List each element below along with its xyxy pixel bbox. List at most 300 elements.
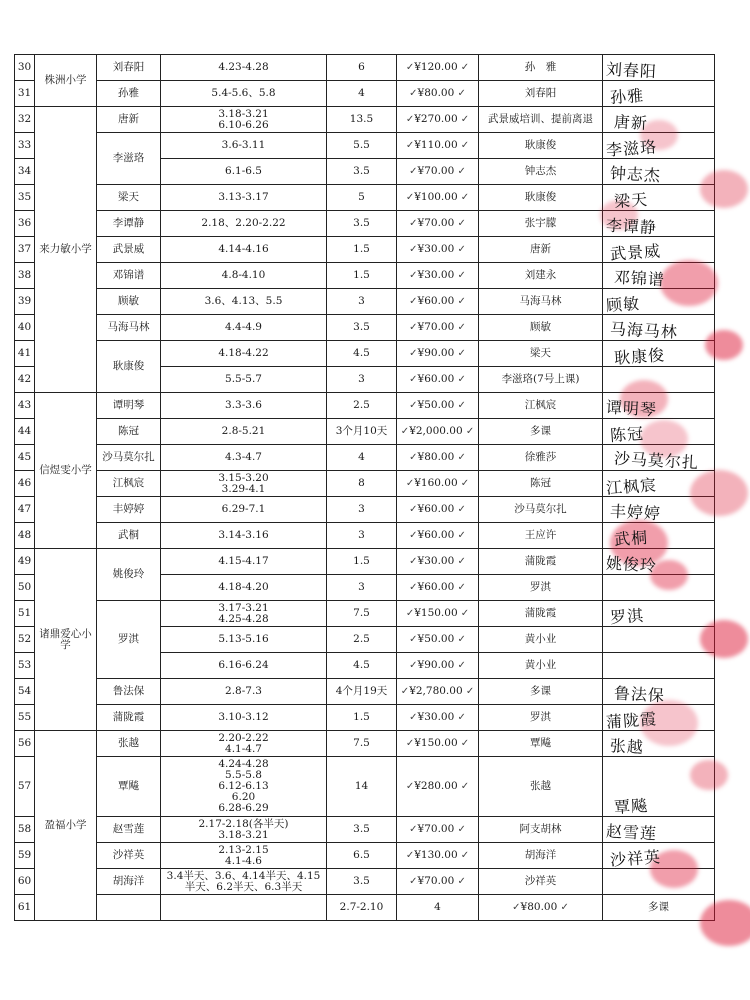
teacher-name: 罗淇 <box>97 601 161 679</box>
amount-value: ¥90.00 <box>417 347 455 359</box>
teacher-name: 张越 <box>97 731 161 757</box>
check-mark-icon: ✓ <box>409 322 418 333</box>
amount <box>397 81 479 107</box>
row-number: 50 <box>15 575 35 601</box>
amount-value: ¥150.00 <box>414 737 458 749</box>
substitute-teacher: 刘建永 <box>479 263 603 289</box>
handwritten-signature: 赵雪莲 <box>605 821 658 844</box>
leave-dates: 4.15-4.17 <box>161 549 327 575</box>
teacher-name: 李滋珞 <box>97 133 161 185</box>
check-mark-icon: ✓ <box>457 850 470 861</box>
handwritten-signature: 罗淇 <box>609 605 645 628</box>
substitute-teacher: 徐雅莎 <box>479 445 603 471</box>
amount <box>397 289 479 315</box>
leave-dates: 3.18-3.21 6.10-6.26 <box>161 107 327 133</box>
substitute-teacher: 蒲陇霞 <box>479 549 603 575</box>
teacher-name: 丰婷婷 <box>97 497 161 523</box>
handwritten-signature: 丰婷婷 <box>609 501 662 524</box>
amount <box>397 107 479 133</box>
signature-cell <box>603 627 715 653</box>
leave-dates: 3.6、4.13、5.5 <box>161 289 327 315</box>
leave-days: 13.5 <box>327 107 397 133</box>
table-row <box>15 757 715 817</box>
amount <box>397 705 479 731</box>
amount-value: ¥30.00 <box>417 269 455 281</box>
substitute-teacher: 覃飚 <box>479 731 603 757</box>
handwritten-signature: 沙祥英 <box>609 847 662 870</box>
check-mark-icon: ✓ <box>454 530 466 541</box>
teacher-name: 武景威 <box>97 237 161 263</box>
teacher-name: 覃飚 <box>97 757 161 817</box>
row-number: 31 <box>15 81 35 107</box>
teacher-name: 唐新 <box>97 107 161 133</box>
substitute-teacher: 唐新 <box>479 237 603 263</box>
row-number: 60 <box>15 869 35 895</box>
check-mark-icon: ✓ <box>409 400 418 411</box>
handwritten-signature: 陈冠 <box>609 423 645 446</box>
row-number: 53 <box>15 653 35 679</box>
leave-days: 3 <box>327 575 397 601</box>
substitute-teacher: 多课 <box>479 679 603 705</box>
row-number: 49 <box>15 549 35 575</box>
leave-dates: 4.23-4.28 <box>161 55 327 81</box>
amount-value: ¥100.00 <box>414 191 458 203</box>
leave-dates: 3.3-3.6 <box>161 393 327 419</box>
amount-value: ¥70.00 <box>417 165 455 177</box>
amount <box>397 471 479 497</box>
row-number: 41 <box>15 341 35 367</box>
handwritten-signature: 江枫宸 <box>605 475 658 498</box>
amount-value: ¥70.00 <box>417 217 455 229</box>
school-name: 株洲小学 <box>35 55 97 107</box>
handwritten-signature: 蒲陇霞 <box>605 709 658 732</box>
table-row <box>15 869 715 895</box>
handwritten-signature: 姚俊玲 <box>605 553 658 576</box>
check-mark-icon: ✓ <box>457 192 470 203</box>
row-number: 42 <box>15 367 35 393</box>
fingerprint-stamp <box>690 760 728 790</box>
check-mark-icon: ✓ <box>454 374 466 385</box>
check-mark-icon: ✓ <box>454 218 466 229</box>
fingerprint-stamp <box>700 900 750 946</box>
substitute-teacher: 黄小业 <box>479 627 603 653</box>
amount <box>397 341 479 367</box>
handwritten-signature: 张越 <box>609 736 645 757</box>
row-number: 58 <box>15 817 35 843</box>
leave-days: 3 <box>327 289 397 315</box>
check-mark-icon: ✓ <box>409 374 418 385</box>
leave-days: 6.5 <box>327 843 397 869</box>
handwritten-signature: 钟志杰 <box>609 163 662 186</box>
amount <box>397 497 479 523</box>
teacher-name: 邓锦谱 <box>97 263 161 289</box>
leave-days: 3.5 <box>327 315 397 341</box>
amount-value: ¥120.00 <box>414 61 458 73</box>
substitute-teacher: 马海马林 <box>479 289 603 315</box>
substitute-teacher: 多课 <box>603 895 715 921</box>
handwritten-signature: 李滋珞 <box>605 137 658 160</box>
substitute-teacher: 耿康俊 <box>479 185 603 211</box>
row-number: 61 <box>15 895 35 921</box>
leave-days: 3 <box>327 367 397 393</box>
teacher-name: 武桐 <box>97 523 161 549</box>
substitute-teacher: 钟志杰 <box>479 159 603 185</box>
check-mark-icon: ✓ <box>454 634 466 645</box>
row-number: 46 <box>15 471 35 497</box>
check-mark-icon: ✓ <box>454 244 466 255</box>
substitute-teacher: 蒲陇霞 <box>479 601 603 627</box>
handwritten-signature: 谭明琴 <box>605 397 658 420</box>
check-mark-icon: ✓ <box>409 876 418 887</box>
amount <box>397 523 479 549</box>
substitute-teacher: 罗淇 <box>479 575 603 601</box>
amount-value: ¥280.00 <box>414 780 458 792</box>
table-row <box>15 895 715 921</box>
fingerprint-stamp <box>700 170 748 208</box>
row-number: 47 <box>15 497 35 523</box>
row-number: 33 <box>15 133 35 159</box>
teacher-name: 谭明琴 <box>97 393 161 419</box>
leave-days: 4 <box>327 445 397 471</box>
leave-dates: 4.24-4.28 5.5-5.8 6.12-6.13 6.20 6.28-6.29 <box>161 757 327 817</box>
check-mark-icon: ✓ <box>454 452 466 463</box>
leave-days: 6 <box>327 55 397 81</box>
check-mark-icon: ✓ <box>409 530 418 541</box>
handwritten-signature: 刘春阳 <box>605 59 658 82</box>
leave-days: 1.5 <box>327 263 397 289</box>
teacher-name: 胡海洋 <box>97 869 161 895</box>
handwritten-signature: 孙雅 <box>609 85 645 108</box>
row-number: 43 <box>15 393 35 419</box>
check-mark-icon: ✓ <box>454 582 466 593</box>
amount <box>397 55 479 81</box>
leave-dates: 2.18、2.20-2.22 <box>161 211 327 237</box>
amount <box>397 601 479 627</box>
amount-value: ¥30.00 <box>417 711 455 723</box>
check-mark-icon: ✓ <box>454 556 466 567</box>
amount <box>397 419 479 445</box>
substitute-teacher: 多课 <box>479 419 603 445</box>
signature-cell <box>603 653 715 679</box>
handwritten-signature: 沙马莫尔扎 <box>613 448 700 473</box>
leave-days: 4.5 <box>327 341 397 367</box>
leave-days: 2.5 <box>327 393 397 419</box>
handwritten-signature: 鲁法保 <box>613 683 666 706</box>
amount-value: ¥80.00 <box>520 901 558 913</box>
check-mark-icon: ✓ <box>409 824 418 835</box>
amount-value: ¥60.00 <box>417 529 455 541</box>
row-number: 36 <box>15 211 35 237</box>
amount-value: ¥2,000.00 <box>409 425 463 437</box>
amount-value: ¥30.00 <box>417 243 455 255</box>
check-mark-icon: ✓ <box>409 504 418 515</box>
leave-dates: 4.18-4.20 <box>161 575 327 601</box>
amount-value: ¥50.00 <box>417 399 455 411</box>
leave-dates: 2.17-2.18(各半天) 3.18-3.21 <box>161 817 327 843</box>
check-mark-icon: ✓ <box>409 712 418 723</box>
leave-dates: 3.10-3.12 <box>161 705 327 731</box>
leave-days: 1.5 <box>327 549 397 575</box>
substitute-teacher: 张宇朦 <box>479 211 603 237</box>
leave-days: 3 <box>327 497 397 523</box>
table-row <box>15 679 715 705</box>
substitute-teacher: 黄小业 <box>479 653 603 679</box>
teacher-name: 蒲陇霞 <box>97 705 161 731</box>
amount-value: ¥60.00 <box>417 373 455 385</box>
amount <box>397 731 479 757</box>
amount <box>397 185 479 211</box>
check-mark-icon: ✓ <box>457 478 470 489</box>
fingerprint-stamp <box>700 620 748 658</box>
leave-days: 4 <box>327 81 397 107</box>
school-name: 信煜雯小学 <box>35 393 97 549</box>
check-mark-icon: ✓ <box>405 114 415 125</box>
row-number: 51 <box>15 601 35 627</box>
amount <box>397 237 479 263</box>
substitute-teacher: 李滋珞(7号上课) <box>479 367 603 393</box>
substitute-teacher: 武景威培训、提前离退 <box>479 107 603 133</box>
amount-value: ¥90.00 <box>417 659 455 671</box>
handwritten-signature: 武桐 <box>613 527 649 550</box>
check-mark-icon: ✓ <box>405 62 415 73</box>
check-mark-icon: ✓ <box>454 166 466 177</box>
substitute-teacher: 沙马莫尔扎 <box>479 497 603 523</box>
amount <box>397 315 479 341</box>
fingerprint-stamp <box>690 470 748 516</box>
row-number: 45 <box>15 445 35 471</box>
check-mark-icon: ✓ <box>457 608 470 619</box>
handwritten-signature: 邓锦谱 <box>613 267 666 290</box>
teacher-name: 马海马林 <box>97 315 161 341</box>
leave-dates: 6.1-6.5 <box>161 159 327 185</box>
amount <box>397 263 479 289</box>
amount <box>397 757 479 817</box>
check-mark-icon: ✓ <box>409 452 418 463</box>
check-mark-icon: ✓ <box>454 88 466 99</box>
leave-days: 1.5 <box>327 705 397 731</box>
amount-value: ¥2,780.00 <box>409 685 463 697</box>
leave-days: 3 <box>327 523 397 549</box>
row-number: 57 <box>15 757 35 817</box>
check-mark-icon: ✓ <box>457 114 470 125</box>
check-mark-icon: ✓ <box>454 296 466 307</box>
check-mark-icon: ✓ <box>409 218 418 229</box>
check-mark-icon: ✓ <box>405 192 415 203</box>
fingerprint-stamp <box>660 260 718 306</box>
leave-days: 7.5 <box>327 601 397 627</box>
check-mark-icon: ✓ <box>405 608 415 619</box>
row-number: 59 <box>15 843 35 869</box>
amount-value: ¥70.00 <box>417 875 455 887</box>
handwritten-signature: 覃飚 <box>613 795 649 818</box>
check-mark-icon: ✓ <box>405 140 415 151</box>
substitute-teacher: 孙 雅 <box>479 55 603 81</box>
amount-value: ¥50.00 <box>417 633 455 645</box>
amount <box>397 817 479 843</box>
leave-dates: 3.17-3.21 4.25-4.28 <box>161 601 327 627</box>
amount-value: ¥60.00 <box>417 581 455 593</box>
school-name <box>97 895 161 921</box>
leave-dates: 2.7-2.10 <box>327 895 397 921</box>
school-name: 盈福小学 <box>35 731 97 921</box>
row-number: 52 <box>15 627 35 653</box>
leave-dates: 6.29-7.1 <box>161 497 327 523</box>
substitute-teacher: 梁天 <box>479 341 603 367</box>
amount <box>397 211 479 237</box>
leave-dates: 3.6-3.11 <box>161 133 327 159</box>
handwritten-signature: 唐新 <box>613 112 649 133</box>
handwritten-signature: 李谭静 <box>605 215 658 238</box>
leave-dates: 5.4-5.6、5.8 <box>161 81 327 107</box>
leave-dates: 4.4-4.9 <box>161 315 327 341</box>
substitute-teacher: 张越 <box>479 757 603 817</box>
leave-dates: 2.8-7.3 <box>161 679 327 705</box>
leave-dates: 5.13-5.16 <box>161 627 327 653</box>
check-mark-icon: ✓ <box>405 478 415 489</box>
leave-days: 3个月10天 <box>327 419 397 445</box>
leave-dates: 4.18-4.22 <box>161 341 327 367</box>
leave-dates: 2.8-5.21 <box>161 419 327 445</box>
check-mark-icon: ✓ <box>405 850 415 861</box>
check-mark-icon: ✓ <box>462 426 475 437</box>
check-mark-icon: ✓ <box>400 426 410 437</box>
handwritten-signature: 梁天 <box>613 189 649 212</box>
leave-dates: 3.14-3.16 <box>161 523 327 549</box>
check-mark-icon: ✓ <box>454 876 466 887</box>
amount <box>397 627 479 653</box>
substitute-teacher: 耿康俊 <box>479 133 603 159</box>
table-row <box>15 341 715 367</box>
handwritten-signature: 武景威 <box>609 241 662 264</box>
amount-value: ¥150.00 <box>414 607 458 619</box>
leave-days: 1.5 <box>327 237 397 263</box>
amount <box>397 653 479 679</box>
leave-days: 5 <box>327 185 397 211</box>
amount <box>397 843 479 869</box>
check-mark-icon: ✓ <box>454 504 466 515</box>
teacher-name: 刘春阳 <box>97 55 161 81</box>
amount-value: ¥70.00 <box>417 321 455 333</box>
row-number: 44 <box>15 419 35 445</box>
teacher-name: 顾敏 <box>97 289 161 315</box>
substitute-teacher: 江枫宸 <box>479 393 603 419</box>
amount-value: ¥30.00 <box>417 555 455 567</box>
amount <box>397 393 479 419</box>
check-mark-icon: ✓ <box>457 781 470 792</box>
teacher-name: 赵雪莲 <box>97 817 161 843</box>
check-mark-icon: ✓ <box>409 296 418 307</box>
amount-value: ¥60.00 <box>417 295 455 307</box>
check-mark-icon: ✓ <box>457 140 470 151</box>
leave-days: 5.5 <box>327 133 397 159</box>
leave-days: 3.5 <box>327 869 397 895</box>
leave-days: 3.5 <box>327 211 397 237</box>
row-number: 48 <box>15 523 35 549</box>
leave-dates: 6.16-6.24 <box>161 653 327 679</box>
leave-days: 14 <box>327 757 397 817</box>
substitute-teacher: 胡海洋 <box>479 843 603 869</box>
row-number: 38 <box>15 263 35 289</box>
teacher-name: 姚俊玲 <box>97 549 161 601</box>
leave-days: 8 <box>327 471 397 497</box>
row-number: 39 <box>15 289 35 315</box>
leave-dates: 4.14-4.16 <box>161 237 327 263</box>
substitute-teacher: 陈冠 <box>479 471 603 497</box>
amount <box>479 895 603 921</box>
handwritten-signature: 顾敏 <box>605 293 641 316</box>
check-mark-icon: ✓ <box>409 244 418 255</box>
check-mark-icon: ✓ <box>557 902 569 913</box>
substitute-teacher: 阿支胡林 <box>479 817 603 843</box>
check-mark-icon: ✓ <box>454 270 466 281</box>
leave-days: 4.5 <box>327 653 397 679</box>
leave-dates: 4.3-4.7 <box>161 445 327 471</box>
substitute-teacher: 沙祥英 <box>479 869 603 895</box>
leave-dates: 2.13-2.15 4.1-4.6 <box>161 843 327 869</box>
handwritten-signature: 马海马林 <box>609 319 679 342</box>
leave-dates: 2.20-2.22 4.1-4.7 <box>161 731 327 757</box>
check-mark-icon: ✓ <box>457 62 470 73</box>
check-mark-icon: ✓ <box>409 270 418 281</box>
check-mark-icon: ✓ <box>409 88 418 99</box>
substitute-teacher: 顾敏 <box>479 315 603 341</box>
check-mark-icon: ✓ <box>405 781 415 792</box>
leave-days: 4个月19天 <box>327 679 397 705</box>
amount <box>397 575 479 601</box>
amount-value: ¥80.00 <box>417 451 455 463</box>
teacher-name <box>161 895 327 921</box>
leave-dates: 3.15-3.20 3.29-4.1 <box>161 471 327 497</box>
leave-days: 2.5 <box>327 627 397 653</box>
substitute-teacher: 刘春阳 <box>479 81 603 107</box>
amount-value: ¥80.00 <box>417 87 455 99</box>
leave-dates: 3.13-3.17 <box>161 185 327 211</box>
row-number: 34 <box>15 159 35 185</box>
leave-days: 4 <box>397 895 479 921</box>
amount <box>397 367 479 393</box>
school-name: 来力敏小学 <box>35 107 97 393</box>
amount <box>397 679 479 705</box>
amount-value: ¥110.00 <box>414 139 458 151</box>
fingerprint-stamp <box>705 330 743 360</box>
substitute-teacher: 罗淇 <box>479 705 603 731</box>
amount <box>397 133 479 159</box>
substitute-teacher: 王应许 <box>479 523 603 549</box>
amount-value: ¥160.00 <box>414 477 458 489</box>
amount <box>397 869 479 895</box>
teacher-name: 沙祥英 <box>97 843 161 869</box>
check-mark-icon: ✓ <box>454 660 466 671</box>
teacher-name: 耿康俊 <box>97 341 161 393</box>
row-number: 32 <box>15 107 35 133</box>
row-number: 55 <box>15 705 35 731</box>
handwritten-signature: 耿康俊 <box>613 345 666 368</box>
row-number: 37 <box>15 237 35 263</box>
teacher-name: 沙马莫尔扎 <box>97 445 161 471</box>
teacher-name: 孙雅 <box>97 81 161 107</box>
amount-value: ¥130.00 <box>414 849 458 861</box>
leave-days: 3.5 <box>327 159 397 185</box>
leave-days: 3.5 <box>327 817 397 843</box>
row-number: 30 <box>15 55 35 81</box>
check-mark-icon: ✓ <box>409 166 418 177</box>
leave-dates: 5.5-5.7 <box>161 367 327 393</box>
teacher-name: 鲁法保 <box>97 679 161 705</box>
check-mark-icon: ✓ <box>454 322 466 333</box>
leave-days: 7.5 <box>327 731 397 757</box>
check-mark-icon: ✓ <box>409 556 418 567</box>
amount <box>397 445 479 471</box>
